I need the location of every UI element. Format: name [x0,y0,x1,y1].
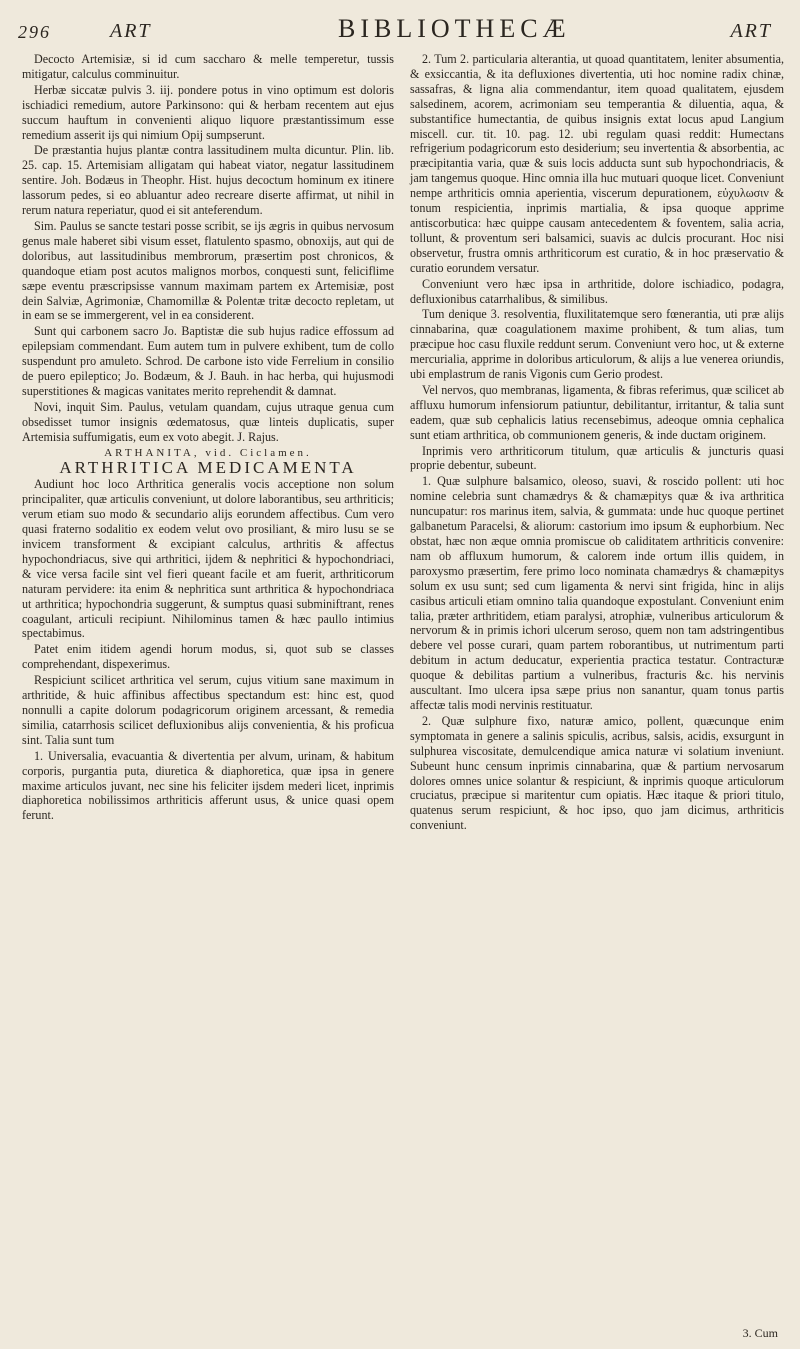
left-column [22,52,394,824]
paragraph: Conveniunt vero hæc ipsa in arthritide, dolore ischiadico, podagra, defluxionibus catarrhalibus, & similibus. [410,276,784,306]
paragraph: Vel nervos, quo membranas, ligamenta, & fibras referimus, quæ scilicet ab affluxu humorum infensiorum patiuntur, debilitantur, irritantur, & talia sunt eadem, quæ sub cephalicis latius recensebimus, adeoque omnia cephalica sunt etiam arthritica, ob communionem generis, & inde ductam originem. [410,382,784,442]
paragraph: De præstantia hujus plantæ contra lassitudinem multa dicuntur. Plin. lib. 25. cap. 15. Artemisiam alligatam qui habeat viator, negatur lassitudinem sentire. Joh. Bodæus in Theophr. Hist. hujus decoctum hominum ex itinere lassorum pedes, si eo abluantur adeo recreare diserte affirmat, ut nihil in rerum natura reperiatur, quod ei sit anteferendum. [22,143,394,218]
paragraph: 1. Universalia, evacuantia & divertentia per alvum, urinam, & habitum corporis, purgantia puta, diuretica & diaphoretica, quæ ipsa in genere maxime articulos juvant, nec sine his feliciter ijsdem mederi licet, inprimis diaphoretica nobilissimos arthriticis afferunt usus, & unice quasi opem ferunt. [22,748,394,823]
page-number: 296 [18,22,51,42]
section-heading: ARTHRITICA MEDICAMENTA [59,458,357,478]
paragraph: Tum denique 3. resolventia, fluxilitatemque sero fœnerantia, uti præ alijs cinnabarina, quæ coagulationem maxime prohibent, & tum alias, tum præcipue hoc casu fluxile reddunt serum. Conveniunt vero hoc, ut & externe mercurialia, apprime in doloribus articulorum, & alijs a lue venerea oriundis, ubi emplastrum de ranis Vigonis cum Gerio prodest. [410,307,784,382]
paragraph: Inprimis vero arthriticorum titulum, quæ articulis & juncturis quasi proprie debentur, subeunt. [410,443,784,473]
paragraph: Novi, inquit Sim. Paulus, vetulam quandam, cujus utraque genua cum obsedisset tumor insignis œdematosus, quæ linteis duplicatis, super Artemisia suffumigatis, eum ex voto abegit. J. Rajus. [22,399,394,444]
header-keyword-left: ART [110,20,152,42]
paragraph: Decocto Artemisiæ, si id cum saccharo & melle temperetur, tussis mitigatur, calculus comminuitur. [22,52,394,81]
paragraph: Sim. Paulus se sancte testari posse scribit, se ijs ægris in quibus nervosum genus male haberet sibi visum esset, flatulento spasmo, obnoxijs, aut qui de doloribus, aut lassitudinibus membrorum, præsertim post chronicos, & quandoque etiam post acutos malignos morbos, conquesti sunt, feliciflime sæpe eventu præscripsisse vannum maximam partem ex Artemisiæ, post dein Salviæ, Agrimoniæ, Chamomillæ & Polentæ tritæ decocto repletam, ut in eam se se immergerent, vel in ea considerent. [22,218,394,323]
running-header [18,14,782,48]
header-keyword-right: ART [730,20,772,42]
paragraph: 1. Quæ sulphure balsamico, oleoso, suavi, & roscido pollent: uti hoc nomine celebria sunt chamædrys & & chamæpitys quæ & iva arthritica nuncupatur: ros marinus item, salvia, & gummata: unde huc quoque pertinet galbanetum Paracelsi, & aliorum: castorium imo ipsum & euphorbium. Nec obstat, hæc non æque omnia promiscue ob caliditatem arthriticis convenire: nam ob affluxum humorum, & calorem inde ortum illis quidem, in paroxysmo præsertim, fere primo loco nominata chamædrys & chamæpitys solum ex usu sunt; sed cum ligamenta & nervi sint frigida, hinc in alijs casibus articuli etiam omnino talia quandoque expostulant. Conveniunt enim talia, præter arthritidem, etiam paralysi, atrophiæ, vulneribus articulorum & nervorum & in primis ichori ulcerum seroso, quem non tam adstringentibus debere vel posse curari, quam partem roborantibus, ut nutrimentum parti debitum in actum deducatur, experientia practica testatur. Contracturæ quoque & debilitas partium a vulneribus, fracturis &c. his nervinis auscultant. Imo ulcera ipsa sæpe prius non sanantur, quam tonus partis affectæ talis modi nervinis restituatur. [410,474,784,712]
paragraph: Respiciunt scilicet arthritica vel serum, cujus vitium sane maximum in arthritide, & huic affinibus affectibus spectandum est: hinc est, quod nonnulli a capite dolorum podagricorum originem arcessant, & remedia similia, catarrhosis scilicet defluxionibus alijs convenientia, & his proficua sint. Talia sunt tum [22,673,394,747]
paragraph: 2. Tum 2. particularia alterantia, ut quoad quantitatem, leniter absumentia, & exsiccantia, & ita defluxiones divertentia, uti hoc nomine radix chinæ, sassafras, & ligna alia commendantur, item quoad qualitatem, ejusdem salsedinem, acorem, acrimoniam seu temperantia & diluentia, aqua, & substantifice humectantia, de quibus insignis extat locus apud Langium miscell. cur. tit. 10. pag. 12. ubi regulam quasi reddit: Humectans refrigerium podagricorum esto desiderium; seu invertentia & absorbentia, ac præcipitantia varia, quæ & suis locis adducta sunt sub hypochondriacis, & jam tangemus quoque. Hinc omnia illa huc mutuari quoque licet. Conveniunt nempe arthriticis omnia aperientia, viscerum depurationem, εὐχυλωσιν & tonum respicientia, inprimis martialia, & ipsa quoque apprime antiscorbutica: hæc quippe causam antecedentem & foventem, salia acria, tollunt, & proventum seri balsamici, suavis ac dulcis procurant. Hoc nisi observetur, frustra omnis arthriticorum est curatio, & in hoc præservatio & curatio eorundem versatur. [410,52,784,275]
paragraph: Audiunt hoc loco Arthritica generalis vocis acceptione non solum principaliter, quæ articulis conveniunt, ut dolore laborantibus, seu arthriticis; verum etiam suo modo & secundario alijs eorundem affectibus. Cum vero quasi fraterno sodalitio ex eodem velut ovo prosiliant, & miro lusu se se invicem transforment & excipiant calculus, arthritis & affectus hypochondriacus, sive qui arthritici, ijdem & nephritici & hypochondriaci, & vice versa facile sint vel fieri queant facile et am fuerit, arthriticorum naturam pervidere: ita enim & nephritica sunt arthritica & hypochondriaca ut arthritica; hypochondria suggerunt, & sumptus quasi subminiftrant, renes coagulant, articuli recipiunt. Nihilominus tamen & hæc paullo intimius spectabimus. [22,477,394,641]
paragraph: Patet enim itidem agendi horum modus, si, quot sub se classes comprehendant, dispexerimus. [22,642,394,672]
paragraph: 2. Quæ sulphure fixo, naturæ amico, pollent, quæcunque enim symptomata in genere a salinis spiculis, acribus, salsis, acidis, exsurgunt in sulphurea viscositate, demulcendique amica naturæ vi solatium inveniunt. Subeunt hunc censum inprimis cinnabarina, quæ & partium nervosarum dolores omnes unice solantur & respiciunt, & inprimis quoque articulorum cruciatus, præcipue si maritentur cum opiatis. Hæc itaque & priori titulo, quatenus serum respiciunt, & hoc ipso, quo jam dicimus, arthriticis conveniunt. [410,713,784,833]
cross-reference-entry: ARTHANITA, vid. Ciclamen. [104,446,312,459]
paragraph: Sunt qui carbonem sacro Jo. Baptistæ die sub hujus radice effossum ad epilepsiam commendant. Eum autem tum in pulvere exhibent, tum de collo suspendunt pro amuleto. Schrod. De carbone isto vide Ferrelium in consilio de puero epileptico; Jo. Bodæum, & J. Bauh. in hac herba, qui hujusmodi superstitiones & magicas vanitates merito reprehendit & damnat. [22,324,394,398]
paragraph: Herbæ siccatæ pulvis 3. iij. pondere potus in vino optimum est doloris ischiadici remedium, autore Parkinsono: qui & herbam recentem aut ejus succum hauftum in convenienti aliquo liquore præstantissimum esse remedium asserit ijs qui nimium Opij sumpserunt. [22,82,394,142]
catchword: 3. Cum [742,1326,778,1340]
right-column [410,52,784,834]
running-title: BIBLIOTHECÆ [338,14,571,43]
